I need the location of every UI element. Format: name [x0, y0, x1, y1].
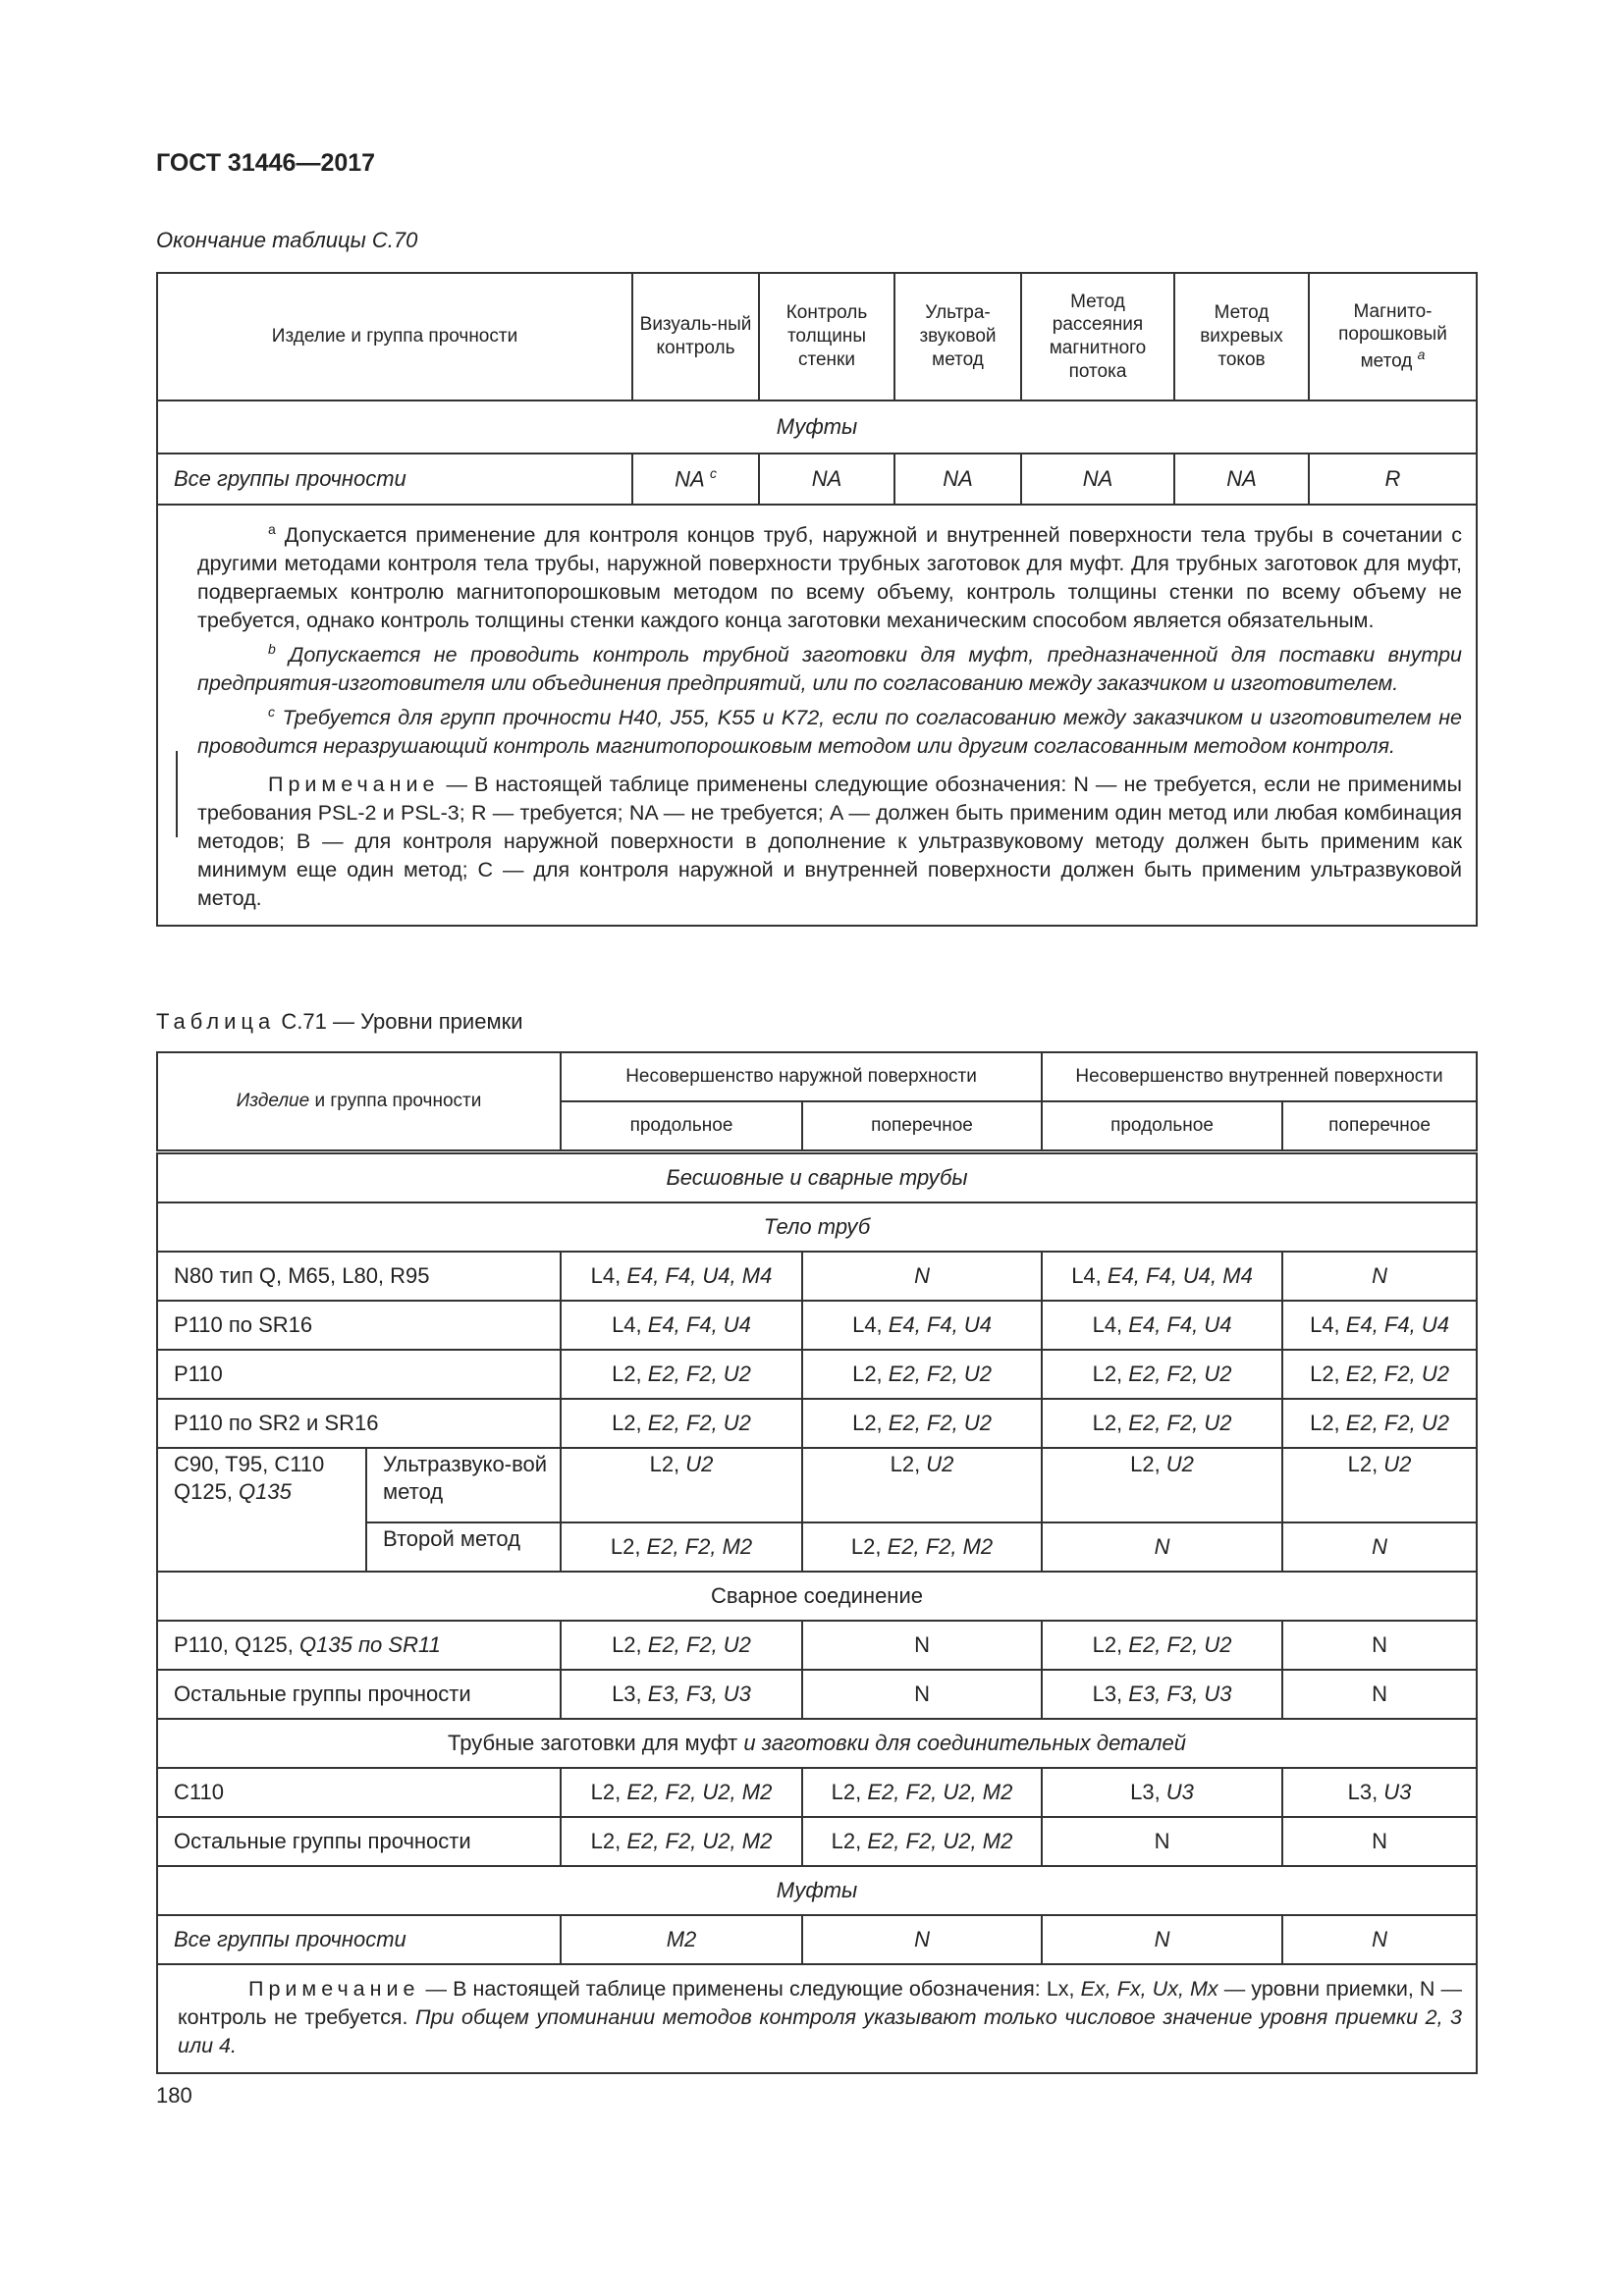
header-transverse: поперечное	[1282, 1101, 1477, 1152]
cell-text: E4, F4, U4	[1128, 1312, 1232, 1338]
section-row: Тело труб	[157, 1202, 1477, 1252]
footnote-text: Требуется для групп прочности Н40, J55, K55 и K72, если по согласованию между заказчиком и изготовителем не проводится неразрушающий контроль магнитопорошковым методом или другим согласованным методом контроля.	[197, 706, 1463, 759]
cell-text: N	[914, 1927, 930, 1952]
page-number: 180	[156, 2083, 192, 2108]
cell-text: E2, F2, U2	[1128, 1411, 1232, 1436]
cell-text: N	[1372, 1263, 1387, 1289]
cell-text: N	[1154, 1534, 1170, 1560]
cell	[1042, 1915, 1282, 1964]
cell	[561, 1621, 802, 1670]
group-label	[157, 1448, 366, 1572]
cell-text: L2,	[1092, 1632, 1129, 1658]
cell	[1042, 1768, 1282, 1817]
cell-text: U3	[1383, 1780, 1412, 1805]
cell-text: N	[1372, 1534, 1387, 1560]
cell-text: L2,	[852, 1362, 889, 1387]
cell-text: N	[1372, 1829, 1387, 1854]
header-transverse: поперечное	[802, 1101, 1042, 1152]
cell	[802, 1301, 1042, 1350]
cell	[802, 1399, 1042, 1448]
cell	[1042, 1301, 1282, 1350]
footnote-c	[197, 698, 1462, 761]
section-couplings: Муфты	[157, 400, 1477, 454]
table2-caption	[156, 1009, 522, 1035]
table-c70	[156, 272, 1478, 927]
cell	[1282, 1817, 1477, 1866]
cell-text: E2, F2, M2	[887, 1534, 994, 1560]
table-row	[157, 1621, 1477, 1670]
cell	[561, 1768, 802, 1817]
cell	[561, 1301, 802, 1350]
cell-text: L4,	[1092, 1312, 1129, 1338]
row-label: Остальные группы прочности	[157, 1817, 561, 1866]
section-row	[157, 1719, 1477, 1768]
cell	[1042, 1399, 1282, 1448]
cell-text: E4, F4, U4, M4	[626, 1263, 773, 1289]
row-label: Все группы прочности	[157, 1915, 561, 1964]
cell-text: L2,	[612, 1362, 648, 1387]
cell	[1282, 1670, 1477, 1719]
cell-text: N	[914, 1682, 930, 1707]
standard-header: ГОСТ 31446—2017	[156, 149, 376, 177]
cell: NA	[759, 454, 894, 505]
table-row	[157, 1768, 1477, 1817]
row-label: P110 по SR16	[157, 1301, 561, 1350]
cell	[1282, 1768, 1477, 1817]
table-row	[157, 1915, 1477, 1964]
header-magnetic	[1309, 273, 1477, 400]
cell-text: E2, F2, U2	[1345, 1362, 1449, 1387]
cell-text: U2	[926, 1452, 954, 1476]
footnote-mark: a	[1417, 347, 1426, 363]
cell-text: L4,	[1071, 1263, 1108, 1289]
cell	[1042, 1670, 1282, 1719]
cell-text: L2,	[831, 1829, 868, 1854]
note-text: — В настоящей таблице применены следующие обозначения: N — не требуется, если не применимы требования PSL-2 и PSL-3; R — требуется; NA — не требуется; A — должен быть применим один метод или любая комбинация методов; B — для контроля наружной поверхности в дополнение к ультразвуковому методу должен быть применим как минимум еще один метод; C — для контроля наружной и внутренней поверхности должен быть применим ультразвуковой метод.	[197, 773, 1462, 911]
row-label: Все группы прочности	[157, 454, 632, 505]
caption-label: Таблица	[156, 1009, 276, 1034]
note-text: — уровни приемки, N — контроль не требуется.	[178, 1977, 1463, 2029]
cell-text: E3, F3, U3	[647, 1682, 751, 1707]
header-longitudinal: продольное	[561, 1101, 802, 1152]
cell	[632, 454, 759, 505]
cell	[561, 1350, 802, 1399]
cell-text: E2, F2, U2	[888, 1362, 992, 1387]
cell-text: L2,	[610, 1534, 647, 1560]
cell-text: E3, F3, U3	[1128, 1682, 1232, 1707]
cell	[1282, 1915, 1477, 1964]
cell	[1282, 1350, 1477, 1399]
table-note	[157, 1964, 1477, 2073]
cell	[802, 1522, 1042, 1572]
table-row	[157, 1301, 1477, 1350]
cell	[1282, 1621, 1477, 1670]
cell-text: N	[1154, 1927, 1170, 1952]
cell	[1282, 1399, 1477, 1448]
footnote-mark: c	[268, 704, 275, 721]
caption-text: С.71 — Уровни приемки	[275, 1009, 523, 1034]
table-row	[157, 1572, 1477, 1621]
cell: R	[1309, 454, 1477, 505]
cell	[802, 1768, 1042, 1817]
cell-text: L4,	[590, 1263, 627, 1289]
cell-text: E2, F2, U2	[647, 1411, 751, 1436]
section-row: Бесшовные и сварные трубы	[157, 1152, 1477, 1203]
footnote-mark: b	[268, 641, 276, 658]
table-row	[157, 1719, 1477, 1768]
cell	[802, 1448, 1042, 1522]
note-label: Примечание	[248, 1977, 420, 2001]
cell	[1042, 1621, 1282, 1670]
footnote-text: Допускается не проводить контроль трубной заготовки для муфт, предназначенной для поставки внутри предприятия-изготовителя или объединения предприятий, или по согласованию между заказчиком и изготовителем.	[197, 643, 1462, 696]
table-c71	[156, 1051, 1478, 2074]
note-text: — В настоящей таблице применены следующие обозначения: Lx,	[419, 1977, 1081, 2001]
cell-text: Q135	[239, 1478, 292, 1504]
cell-text: E2, F2, U2	[647, 1362, 751, 1387]
cell-text: L2,	[1092, 1411, 1129, 1436]
cell-text: U3	[1165, 1780, 1194, 1805]
cell-text: L2,	[1310, 1362, 1346, 1387]
header-product: Изделие и группа прочности	[157, 273, 632, 400]
header-longitudinal: продольное	[1042, 1101, 1282, 1152]
cell-text: L2,	[590, 1780, 627, 1805]
cell	[802, 1252, 1042, 1301]
cell: NA	[894, 454, 1021, 505]
row-label: P110	[157, 1350, 561, 1399]
cell-text: L2,	[612, 1632, 648, 1658]
footnote-b	[197, 635, 1462, 698]
footnote-mark: c	[709, 465, 717, 482]
cell	[1282, 1522, 1477, 1572]
cell	[1042, 1448, 1282, 1522]
cell	[1042, 1350, 1282, 1399]
cell-text: E2, F2, U2	[1128, 1632, 1232, 1658]
cell-text: L2,	[850, 1534, 888, 1560]
cell-text: E2, F2, U2, M2	[626, 1780, 773, 1805]
section-row: Муфты	[157, 1866, 1477, 1915]
header-product	[157, 1052, 561, 1152]
cell-text: и заготовки для соединительных деталей	[743, 1731, 1187, 1756]
cell-text: E4, F4, U4, M4	[1107, 1263, 1253, 1289]
cell-text: L2,	[1130, 1452, 1166, 1476]
header-flux: Метод рассеяния магнитного потока	[1021, 273, 1174, 400]
cell-text: E2, F2, U2, M2	[867, 1780, 1013, 1805]
cell-text: L4,	[852, 1312, 889, 1338]
cell	[802, 1350, 1042, 1399]
footnote-a	[197, 515, 1462, 635]
cell-text: Трубные заготовки для муфт	[448, 1731, 744, 1756]
header-text: Изделие	[236, 1091, 310, 1112]
cell	[802, 1817, 1042, 1866]
table-row	[157, 1866, 1477, 1915]
row-label: N80 тип Q, M65, L80, R95	[157, 1252, 561, 1301]
cell	[802, 1670, 1042, 1719]
cell	[561, 1817, 802, 1866]
row-label: Остальные группы прочности	[157, 1670, 561, 1719]
cell-text: L4,	[1310, 1312, 1346, 1338]
cell-text: E2, F2, M2	[646, 1534, 753, 1560]
table-note	[197, 771, 1462, 913]
header-outer: Несовершенство наружной поверхности	[561, 1052, 1042, 1101]
table-row	[157, 1350, 1477, 1399]
cell-text: L2,	[890, 1452, 927, 1476]
footnote-mark: a	[268, 521, 276, 537]
cell	[561, 1252, 802, 1301]
cell-text: P110, Q125,	[174, 1632, 300, 1658]
header-wall: Контроль толщины стенки	[759, 273, 894, 400]
cell-text: M2	[666, 1927, 697, 1952]
cell	[1282, 1448, 1477, 1522]
cell-text: L2,	[1092, 1362, 1129, 1387]
cell-text: L3,	[1092, 1682, 1129, 1707]
cell-value: NA	[675, 466, 704, 492]
table1-caption: Окончание таблицы С.70	[156, 228, 418, 252]
table-row	[157, 1152, 1477, 1203]
cell-text: E4, F4, U4	[1345, 1312, 1449, 1338]
change-bar	[176, 751, 178, 837]
cell-text: E2, F2, U2, M2	[626, 1829, 773, 1854]
cell-text: L3,	[1347, 1780, 1384, 1805]
cell	[561, 1915, 802, 1964]
footnotes	[157, 505, 1477, 926]
header-text: Магнито-порошковый метод	[1338, 300, 1447, 372]
cell-text: L4,	[612, 1312, 648, 1338]
cell-text: L2,	[612, 1411, 648, 1436]
header-ultrasonic: Ультра-звуковой метод	[894, 273, 1021, 400]
cell-text: L3,	[612, 1682, 648, 1707]
table-row	[157, 1399, 1477, 1448]
cell	[561, 1399, 802, 1448]
table-row	[157, 1448, 1477, 1522]
table-row	[157, 1670, 1477, 1719]
cell	[561, 1448, 802, 1522]
cell	[561, 1670, 802, 1719]
header-eddy: Метод вихревых токов	[1174, 273, 1309, 400]
header-visual: Визуаль-ный контроль	[632, 273, 759, 400]
cell-text: L2,	[649, 1452, 686, 1476]
cell-text: N	[1372, 1632, 1387, 1658]
cell-text: N	[1154, 1829, 1170, 1854]
cell: NA	[1021, 454, 1174, 505]
cell-text: C90, T95, C110 Q125,	[174, 1452, 325, 1504]
cell-text: Q135 по SR11	[299, 1632, 441, 1658]
note-text: Ex, Fx, Ux, Mx	[1080, 1977, 1218, 2001]
cell	[1042, 1522, 1282, 1572]
cell	[1042, 1817, 1282, 1866]
note-text: При общем упоминании методов контроля указывают только числовое значение уровня приемки 2, 3 или 4.	[178, 2005, 1463, 2057]
cell-text: L2,	[1347, 1452, 1384, 1476]
cell-text: E2, F2, U2	[647, 1632, 751, 1658]
method-label: Ультразвуко-вой метод	[366, 1448, 561, 1522]
header-text: и группа прочности	[309, 1091, 482, 1112]
cell	[1282, 1252, 1477, 1301]
cell-text: L2,	[590, 1829, 627, 1854]
cell	[802, 1621, 1042, 1670]
cell-text: L2,	[1310, 1411, 1346, 1436]
cell-text: N	[1372, 1927, 1387, 1952]
table-row	[157, 1202, 1477, 1252]
header-inner: Несовершенство внутренней поверхности	[1042, 1052, 1477, 1101]
cell: NA	[1174, 454, 1309, 505]
cell-text: L2,	[831, 1780, 868, 1805]
cell-text: E2, F2, U2, M2	[867, 1829, 1013, 1854]
cell-text: L2,	[852, 1411, 889, 1436]
cell-text: U2	[1165, 1452, 1194, 1476]
cell	[561, 1522, 802, 1572]
cell-text: U2	[1383, 1452, 1412, 1476]
cell	[1042, 1252, 1282, 1301]
cell-text: N	[1372, 1682, 1387, 1707]
row-label: P110 по SR2 и SR16	[157, 1399, 561, 1448]
cell-text: L3,	[1130, 1780, 1166, 1805]
cell-text: E2, F2, U2	[1128, 1362, 1232, 1387]
cell-text: U2	[685, 1452, 714, 1476]
row-label	[157, 1621, 561, 1670]
cell-text: E4, F4, U4	[888, 1312, 992, 1338]
cell-text: E2, F2, U2	[888, 1411, 992, 1436]
cell-text: E2, F2, U2	[1345, 1411, 1449, 1436]
method-label: Второй метод	[366, 1522, 561, 1572]
footnote-text: Допускается применение для контроля концов труб, наружной и внутренней поверхности тела трубы в сочетании с другими методами контроля тела трубы, наружной поверхности трубных заготовок для муфт. Для трубных заготовок для муфт, подвергаемых контролю магнитопорошковым методом по всему объему, контроль толщины стенки по всему объему не требуется, однако контроль толщины стенки каждого конца заготовки механическим способом является обязательным.	[197, 523, 1462, 633]
table-row	[157, 1252, 1477, 1301]
section-row: Сварное соединение	[157, 1572, 1477, 1621]
cell-text: N	[914, 1632, 930, 1658]
cell	[802, 1915, 1042, 1964]
row-label: C110	[157, 1768, 561, 1817]
table-row	[157, 1817, 1477, 1866]
note-label: Примечание	[268, 773, 440, 797]
cell-text: N	[914, 1263, 930, 1289]
cell	[1282, 1301, 1477, 1350]
cell-text: E4, F4, U4	[647, 1312, 751, 1338]
